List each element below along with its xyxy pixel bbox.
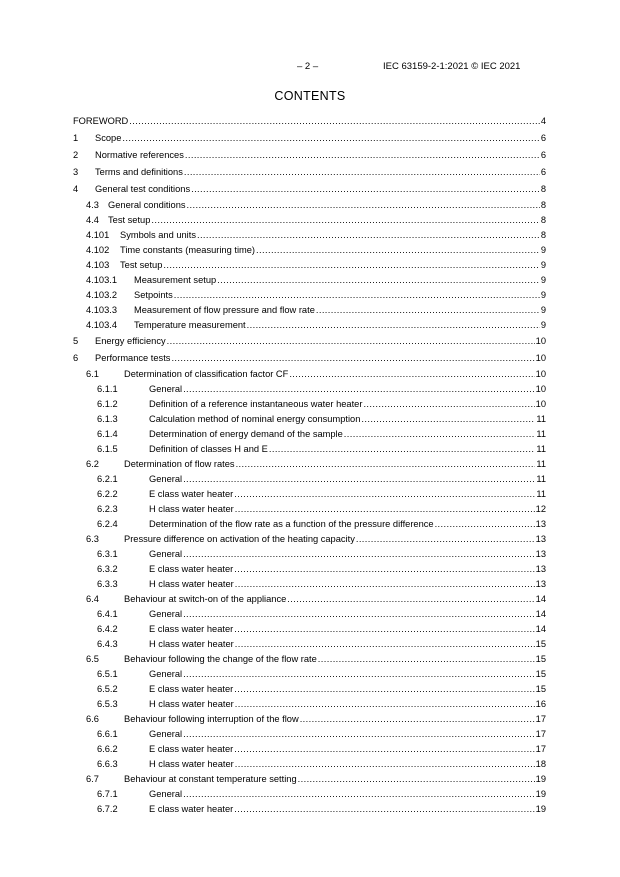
toc-dot-leader xyxy=(269,442,535,457)
toc-dot-leader xyxy=(289,367,534,382)
toc-entry[interactable] xyxy=(73,697,546,712)
toc-entry[interactable] xyxy=(73,288,546,303)
toc-entry[interactable] xyxy=(73,487,546,502)
toc-entry-title: General xyxy=(149,382,183,397)
toc-entry-page: 17 xyxy=(535,744,546,754)
toc-entry-number: 4 xyxy=(73,184,79,194)
toc-entry-title: General test conditions xyxy=(95,181,191,198)
toc-entry-page: 9 xyxy=(540,320,546,330)
toc-entry-number: 4.3 xyxy=(86,200,99,210)
toc-entry-number: 6.1.4 xyxy=(97,429,118,439)
toc-entry-number: 6.3.1 xyxy=(97,549,118,559)
toc-entry-number: 4.101 xyxy=(86,230,110,240)
toc-entry-title: E class water heater xyxy=(149,562,234,577)
toc-entry[interactable] xyxy=(73,592,546,607)
toc-entry[interactable] xyxy=(73,213,546,228)
toc-dot-leader xyxy=(183,667,535,682)
toc-entry-number: 6.2.2 xyxy=(97,489,118,499)
toc-dot-leader xyxy=(234,742,534,757)
toc-entry-number: 6.2 xyxy=(86,459,99,469)
toc-entry-page: 9 xyxy=(540,290,546,300)
toc-entry-title: Setpoints xyxy=(134,288,174,303)
toc-entry-title: Terms and definitions xyxy=(95,164,184,181)
toc-entry-number: 6.6.3 xyxy=(97,759,118,769)
toc-entry-title: General xyxy=(149,607,183,622)
toc-entry[interactable] xyxy=(73,427,546,442)
toc-entry-number: 6.2.3 xyxy=(97,504,118,514)
toc-entry-number: 6.7 xyxy=(86,774,99,784)
toc-entry-page: 17 xyxy=(535,729,546,739)
toc-entry-page: 19 xyxy=(535,774,546,784)
toc-entry-page: 11 xyxy=(536,474,546,484)
toc-entry-page: 14 xyxy=(535,609,546,619)
toc-entry-number: 6.5.1 xyxy=(97,669,118,679)
toc-entry-page: 8 xyxy=(540,200,546,210)
toc-entry[interactable] xyxy=(73,367,546,382)
toc-entry-number: 4.103.3 xyxy=(86,305,118,315)
toc-entry-page: 6 xyxy=(540,150,546,160)
toc-entry-page: 10 xyxy=(535,353,546,363)
toc-dot-leader xyxy=(234,682,534,697)
toc-dot-leader xyxy=(235,577,535,592)
toc-entry-title: H class water heater xyxy=(149,637,235,652)
toc-entry[interactable] xyxy=(73,243,546,258)
toc-dot-leader xyxy=(236,457,536,472)
toc-entry-page: 10 xyxy=(535,336,546,346)
toc-entry[interactable] xyxy=(73,228,546,243)
toc-dot-leader xyxy=(234,562,534,577)
toc-entry[interactable] xyxy=(73,318,546,333)
toc-entry-number: 6.5.3 xyxy=(97,699,118,709)
toc-dot-leader xyxy=(300,712,535,727)
toc-entry-page: 17 xyxy=(535,714,546,724)
toc-entry[interactable] xyxy=(73,607,546,622)
toc-dot-leader xyxy=(183,547,535,562)
toc-dot-leader xyxy=(122,130,539,147)
toc-entry-title: Test setup xyxy=(120,258,163,273)
toc-entry-page: 13 xyxy=(535,534,546,544)
toc-entry-number: 6.1 xyxy=(86,369,99,379)
toc-entry-number: 4.4 xyxy=(86,215,99,225)
toc-entry-title: Temperature measurement xyxy=(134,318,247,333)
toc-entry[interactable] xyxy=(73,637,546,652)
toc-entry-number: 6 xyxy=(73,353,79,363)
toc-dot-leader xyxy=(151,213,539,228)
toc-entry-number: 6.5.2 xyxy=(97,684,118,694)
toc-entry[interactable] xyxy=(73,757,546,772)
toc-entry-title: FOREWORD xyxy=(73,113,129,130)
toc-entry-number: 6.4.1 xyxy=(97,609,118,619)
toc-entry-number: 3 xyxy=(73,167,79,177)
toc-entry[interactable] xyxy=(73,181,546,198)
toc-entry-number: 6.2.1 xyxy=(97,474,118,484)
toc-dot-leader xyxy=(316,303,540,318)
toc-entry-page: 14 xyxy=(535,594,546,604)
toc-entry-title: General xyxy=(149,667,183,682)
toc-entry-number: 6.1.5 xyxy=(97,444,118,454)
toc-entry[interactable] xyxy=(73,333,546,350)
toc-entry-page: 8 xyxy=(540,184,546,194)
toc-entry-page: 6 xyxy=(540,167,546,177)
toc-entry[interactable] xyxy=(73,577,546,592)
contents-title: CONTENTS xyxy=(274,89,346,103)
toc-entry[interactable] xyxy=(73,727,546,742)
toc-entry-title: Pressure difference on activation of the heating capacity xyxy=(124,532,356,547)
toc-entry-number: 6.5 xyxy=(86,654,99,664)
toc-entry-page: 13 xyxy=(535,579,546,589)
toc-entry-page: 9 xyxy=(540,260,546,270)
toc-entry-page: 10 xyxy=(535,369,546,379)
toc-entry[interactable] xyxy=(73,682,546,697)
toc-dot-leader xyxy=(185,147,540,164)
toc-entry-page: 11 xyxy=(536,444,546,454)
toc-entry-page: 11 xyxy=(536,489,546,499)
toc-dot-leader xyxy=(234,487,535,502)
toc-entry-page: 8 xyxy=(540,230,546,240)
toc-entry[interactable] xyxy=(73,273,546,288)
toc-entry[interactable] xyxy=(73,258,546,273)
toc-entry-title: General xyxy=(149,547,183,562)
toc-entry[interactable] xyxy=(73,772,546,787)
toc-dot-leader xyxy=(298,772,535,787)
toc-entry-number: 1 xyxy=(73,133,79,143)
toc-entry-title: General conditions xyxy=(108,198,187,213)
toc-entry-number: 6.3.2 xyxy=(97,564,118,574)
toc-entry-page: 19 xyxy=(535,804,546,814)
toc-entry-title: H class water heater xyxy=(149,757,235,772)
toc-entry[interactable] xyxy=(73,113,546,130)
toc-entry[interactable] xyxy=(73,742,546,757)
toc-entry-title: General xyxy=(149,472,183,487)
toc-entry-title: Energy efficiency xyxy=(95,333,167,350)
toc-entry[interactable] xyxy=(73,802,546,817)
toc-entry-page: 13 xyxy=(535,519,546,529)
toc-dot-leader xyxy=(363,397,534,412)
toc-entry-title: H class water heater xyxy=(149,697,235,712)
toc-entry[interactable] xyxy=(73,502,546,517)
toc-entry-page: 12 xyxy=(535,504,546,514)
toc-entry-title: Behaviour at switch-on of the appliance xyxy=(124,592,287,607)
toc-entry-number: 6.7.2 xyxy=(97,804,118,814)
toc-dot-leader xyxy=(256,243,540,258)
toc-dot-leader xyxy=(217,273,540,288)
toc-entry-page: 9 xyxy=(540,275,546,285)
toc-entry-page: 18 xyxy=(535,759,546,769)
toc-entry-page: 15 xyxy=(535,684,546,694)
toc-entry-title: Time constants (measuring time) xyxy=(120,243,256,258)
toc-dot-leader xyxy=(235,637,535,652)
toc-entry-number: 6.2.4 xyxy=(97,519,118,529)
toc-entry-number: 6.1.1 xyxy=(97,384,118,394)
toc-dot-leader xyxy=(361,412,535,427)
toc-entry-title: Scope xyxy=(95,130,122,147)
toc-entry[interactable] xyxy=(73,667,546,682)
toc-entry-page: 14 xyxy=(535,624,546,634)
toc-entry-title: Determination of classification factor CF xyxy=(124,367,289,382)
toc-dot-leader xyxy=(171,350,534,367)
toc-dot-leader xyxy=(167,333,535,350)
toc-entry-page: 13 xyxy=(535,549,546,559)
toc-dot-leader xyxy=(163,258,539,273)
toc-entry-number: 6.4 xyxy=(86,594,99,604)
toc-dot-leader xyxy=(183,472,535,487)
toc-entry-page: 15 xyxy=(535,669,546,679)
toc-entry[interactable] xyxy=(73,442,546,457)
toc-entry-number: 4.103.2 xyxy=(86,290,118,300)
toc-entry-number: 6.6.2 xyxy=(97,744,118,754)
toc-entry-page: 6 xyxy=(540,133,546,143)
toc-dot-leader xyxy=(183,727,535,742)
toc-entry-title: E class water heater xyxy=(149,622,234,637)
toc-entry-title: Calculation method of nominal energy consumption xyxy=(149,412,361,427)
toc-entry-page: 15 xyxy=(535,639,546,649)
toc-dot-leader xyxy=(235,757,535,772)
toc-entry-page: 11 xyxy=(536,459,546,469)
toc-entry[interactable] xyxy=(73,382,546,397)
toc-entry[interactable] xyxy=(73,472,546,487)
toc-entry[interactable] xyxy=(73,198,546,213)
toc-entry-title: Behaviour following interruption of the flow xyxy=(124,712,300,727)
toc-entry[interactable] xyxy=(73,147,546,164)
toc-entry-page: 10 xyxy=(535,384,546,394)
toc-dot-leader xyxy=(234,802,534,817)
toc-dot-leader xyxy=(197,228,540,243)
toc-entry[interactable] xyxy=(73,457,546,472)
toc-entry-title: Determination of the flow rate as a function of the pressure difference xyxy=(149,517,435,532)
toc-entry[interactable] xyxy=(73,562,546,577)
toc-entry-number: 6.6 xyxy=(86,714,99,724)
toc-entry-title: Definition of a reference instantaneous water heater xyxy=(149,397,363,412)
toc-dot-leader xyxy=(356,532,535,547)
table-of-contents xyxy=(73,113,546,817)
toc-entry-page: 9 xyxy=(540,245,546,255)
toc-dot-leader xyxy=(287,592,534,607)
toc-entry-page: 9 xyxy=(540,305,546,315)
toc-entry[interactable] xyxy=(73,397,546,412)
toc-entry-number: 6.3.3 xyxy=(97,579,118,589)
toc-entry-number: 6.4.3 xyxy=(97,639,118,649)
toc-entry[interactable] xyxy=(73,517,546,532)
toc-entry[interactable] xyxy=(73,547,546,562)
toc-dot-leader xyxy=(191,181,540,198)
toc-entry-title: H class water heater xyxy=(149,577,235,592)
toc-dot-leader xyxy=(344,427,536,442)
toc-dot-leader xyxy=(174,288,540,303)
toc-entry[interactable] xyxy=(73,303,546,318)
toc-entry-title: Performance tests xyxy=(95,350,171,367)
toc-entry[interactable] xyxy=(73,350,546,367)
toc-dot-leader xyxy=(183,607,535,622)
toc-entry[interactable] xyxy=(73,787,546,802)
toc-entry-title: Determination of flow rates xyxy=(124,457,236,472)
toc-entry-title: E class water heater xyxy=(149,682,234,697)
toc-entry-page: 10 xyxy=(535,399,546,409)
toc-dot-leader xyxy=(318,652,535,667)
toc-entry-title: Determination of energy demand of the sample xyxy=(149,427,344,442)
toc-entry[interactable] xyxy=(73,412,546,427)
toc-entry-number: 4.103 xyxy=(86,260,110,270)
toc-entry[interactable] xyxy=(73,712,546,727)
toc-entry-title: Test setup xyxy=(108,213,151,228)
toc-dot-leader xyxy=(183,382,535,397)
toc-entry-page: 16 xyxy=(535,699,546,709)
toc-entry-title: Definition of classes H and E xyxy=(149,442,269,457)
toc-entry-title: E class water heater xyxy=(149,742,234,757)
toc-entry-title: E class water heater xyxy=(149,802,234,817)
toc-entry-title: General xyxy=(149,727,183,742)
toc-entry-number: 2 xyxy=(73,150,79,160)
toc-entry-page: 15 xyxy=(535,654,546,664)
toc-dot-leader xyxy=(187,198,540,213)
toc-entry-title: General xyxy=(149,787,183,802)
toc-entry-title: Measurement of flow pressure and flow rate xyxy=(134,303,316,318)
toc-entry-page: 4 xyxy=(540,116,546,126)
toc-dot-leader xyxy=(129,113,540,130)
toc-entry-title: E class water heater xyxy=(149,487,234,502)
toc-entry[interactable] xyxy=(73,130,546,147)
toc-entry-title: Behaviour at constant temperature setting xyxy=(124,772,298,787)
toc-entry-page: 11 xyxy=(536,429,546,439)
toc-entry-page: 13 xyxy=(535,564,546,574)
toc-entry-number: 4.102 xyxy=(86,245,110,255)
toc-entry[interactable] xyxy=(73,622,546,637)
toc-entry[interactable] xyxy=(73,652,546,667)
toc-entry-page: 19 xyxy=(535,789,546,799)
toc-entry-number: 6.4.2 xyxy=(97,624,118,634)
toc-entry-title: Behaviour following the change of the flow rate xyxy=(124,652,318,667)
toc-entry[interactable] xyxy=(73,164,546,181)
toc-entry-number: 4.103.4 xyxy=(86,320,118,330)
toc-entry-title: H class water heater xyxy=(149,502,235,517)
toc-entry-title: Normative references xyxy=(95,147,185,164)
toc-dot-leader xyxy=(247,318,540,333)
toc-dot-leader xyxy=(184,164,540,181)
toc-entry-page: 8 xyxy=(540,215,546,225)
toc-dot-leader xyxy=(235,502,535,517)
toc-entry-page: 11 xyxy=(536,414,546,424)
toc-entry-title: Measurement setup xyxy=(134,273,217,288)
standard-reference: IEC 63159-2-1:2021 © IEC 2021 xyxy=(383,61,521,72)
toc-entry-number: 6.1.2 xyxy=(97,399,118,409)
page-number: – 2 – xyxy=(297,61,319,72)
toc-entry-title: Symbols and units xyxy=(120,228,197,243)
toc-dot-leader xyxy=(183,787,535,802)
toc-entry-number: 4.103.1 xyxy=(86,275,118,285)
toc-dot-leader xyxy=(435,517,535,532)
toc-entry-number: 6.1.3 xyxy=(97,414,118,424)
toc-entry-number: 6.3 xyxy=(86,534,99,544)
toc-entry[interactable] xyxy=(73,532,546,547)
toc-dot-leader xyxy=(234,622,534,637)
toc-dot-leader xyxy=(235,697,535,712)
toc-entry-number: 5 xyxy=(73,336,79,346)
toc-entry-number: 6.7.1 xyxy=(97,789,118,799)
toc-entry-number: 6.6.1 xyxy=(97,729,118,739)
